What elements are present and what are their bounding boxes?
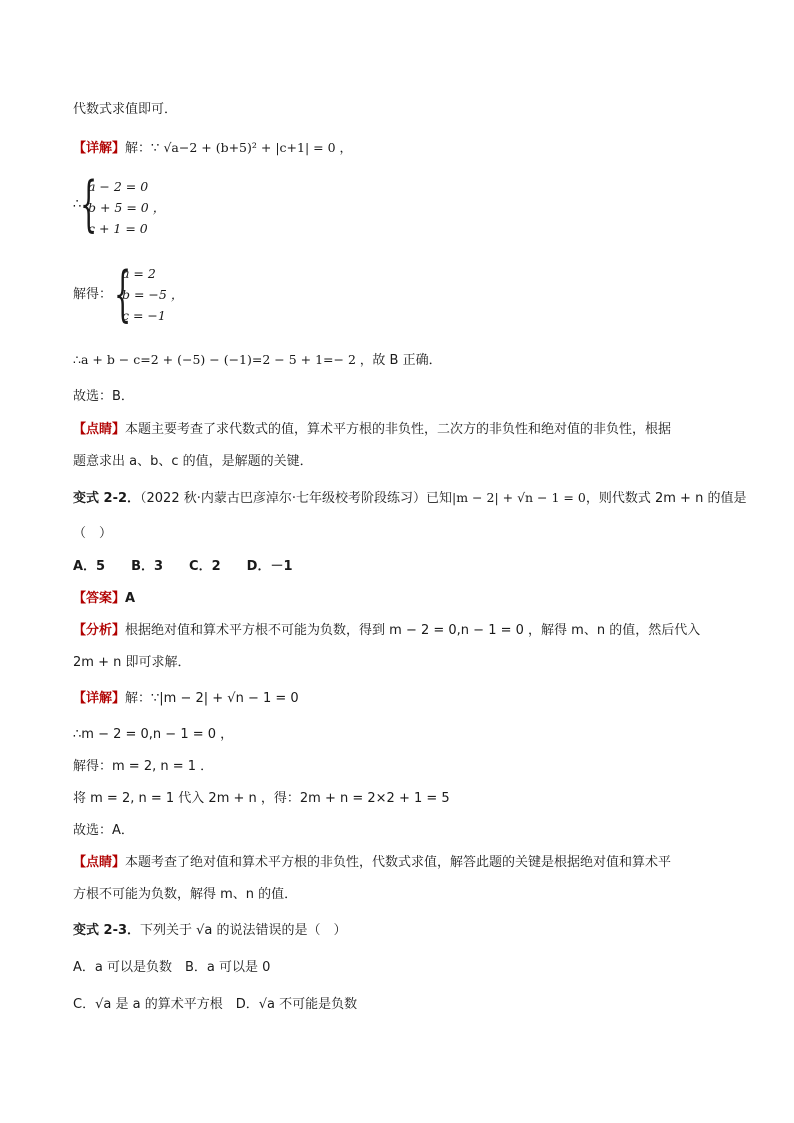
sys1-prefix: ∴ bbox=[73, 197, 82, 212]
ex2-detail-line3: 解得：m = 2, n = 1 ． bbox=[73, 759, 214, 774]
equation-system-1 bbox=[88, 176, 165, 239]
ex2-comment-line1 bbox=[73, 853, 671, 873]
detail-text: 解：∵|m − 2| + √n − 1 = 0 bbox=[125, 691, 299, 706]
solve-label: 解得： bbox=[73, 287, 113, 302]
sys1-row: a − 2 = 0 bbox=[88, 179, 149, 194]
analysis-tag: 【分析】 bbox=[73, 623, 126, 638]
brace-1: { bbox=[80, 169, 98, 239]
ex3-options-cd: C．√a 是 a 的算术平方根 D．√a 不可能是负数 bbox=[73, 997, 358, 1012]
ex3-question: 下列关于 √a 的说法错误的是（ ） bbox=[140, 923, 347, 938]
equation-system-2 bbox=[122, 263, 183, 326]
given-equation: √a−2 + (b+5)² + |c+1| = 0 ， bbox=[163, 140, 353, 155]
comment-tag: 【点睛】 bbox=[73, 855, 126, 870]
sys1-row: c + 1 = 0 bbox=[88, 221, 148, 236]
result-line bbox=[73, 350, 442, 371]
result-equation: ∴a + b − c=2 + (−5) − (−1)=2 − 5 + 1=− 2 ， bbox=[73, 352, 373, 367]
sys2-row: b = −5 ， bbox=[122, 287, 184, 302]
answer-value: A bbox=[125, 591, 136, 606]
ex1-detail-line bbox=[73, 138, 352, 159]
detail-tag: 【详解】 bbox=[73, 691, 126, 706]
sys1-row: b + 5 = 0 ， bbox=[88, 200, 166, 215]
ex1-comment-line1 bbox=[73, 420, 671, 440]
analysis-text: 根据绝对值和算术平方根不可能为负数，得到 m − 2 = 0,n − 1 = 0 ，解得 m、n 的值，然后代入 bbox=[125, 623, 701, 638]
result-tail: 故 B 正确． bbox=[372, 353, 442, 368]
ex2-detail-line2: ∴m − 2 = 0,n − 1 = 0 ， bbox=[73, 727, 234, 742]
ex3-options-ab: A．a 可以是负数 B．a 可以是 0 bbox=[73, 960, 271, 975]
ex2-analysis-line1 bbox=[73, 621, 700, 641]
ex3-label: 变式 2-3． bbox=[73, 923, 141, 938]
ex2-choose: 故选：A． bbox=[73, 823, 134, 838]
ex2-answer-line bbox=[73, 589, 135, 609]
detail-tag: 【详解】 bbox=[73, 141, 126, 156]
brace-2: { bbox=[114, 259, 132, 329]
ex1-choose: 故选：B． bbox=[73, 389, 134, 404]
ex1-comment-line2: 题意求出 a、b、c 的值，是解题的关键． bbox=[73, 454, 313, 469]
ex2-comment-line2: 方根不可能为负数，解得 m、n 的值． bbox=[73, 887, 298, 902]
comment-text: 本题考查了绝对值和算术平方根的非负性，代数式求值，解答此题的关键是根据绝对值和算术平 bbox=[125, 855, 672, 870]
ex2-condition: |m − 2| + √n − 1 = 0 bbox=[452, 490, 586, 505]
comment-text: 本题主要考查了求代数式的值，算术平方根的非负性，二次方的非负性和绝对值的非负性，根据 bbox=[125, 422, 672, 437]
ex2-question-tail: ，则代数式 2m + n 的值是 bbox=[585, 491, 747, 506]
ex2-analysis-line2: 2m + n 即可求解． bbox=[73, 655, 191, 670]
ex2-label: 变式 2-2． bbox=[73, 491, 141, 506]
ex2-detail-line1 bbox=[73, 689, 299, 709]
ex2-question-line bbox=[73, 488, 746, 509]
sys2-row: a = 2 bbox=[122, 266, 156, 281]
comment-tag: 【点睛】 bbox=[73, 422, 126, 437]
ex2-detail-line4: 将 m = 2, n = 1 代入 2m + n ，得：2m + n = 2×2 + 1 = 5 bbox=[73, 791, 450, 806]
intro-tail: 代数式求值即可． bbox=[73, 102, 178, 117]
ex3-question-line bbox=[73, 921, 347, 941]
detail-prefix: 解：∵ bbox=[125, 141, 160, 156]
ex2-source: （2022 秋·内蒙古巴彦淖尔·七年级校考阶段练习）已知 bbox=[140, 491, 452, 506]
answer-tag: 【答案】 bbox=[73, 591, 126, 606]
ex2-paren: （ ） bbox=[73, 526, 113, 541]
ex2-options: A．5 B．3 C．2 D．－1 bbox=[73, 559, 293, 574]
sys2-row: c = −1 bbox=[122, 308, 166, 323]
